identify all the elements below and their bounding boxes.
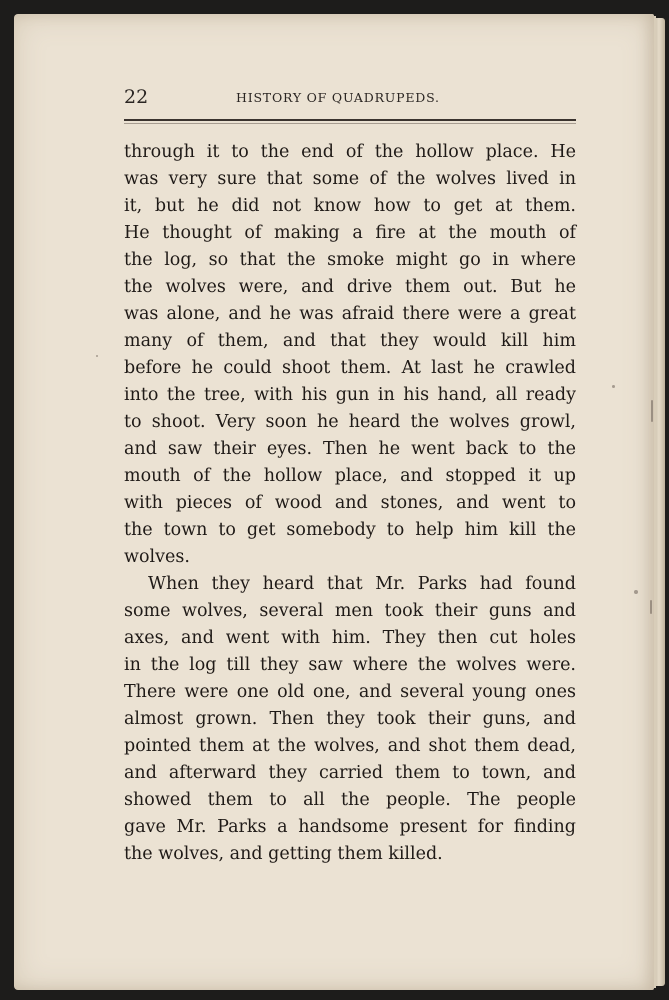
text-line: There were one old one, and several young ones <box>124 682 576 702</box>
body-text <box>124 139 576 868</box>
page-header <box>124 84 576 110</box>
paper-speck <box>634 590 638 594</box>
text-line: gave Mr. Parks a handsome present for finding <box>124 817 576 837</box>
text-line: wolves. <box>124 547 190 567</box>
page-number: 22 <box>124 86 149 108</box>
text-line: before he could shoot them. At last he crawled <box>124 358 576 378</box>
running-title: HISTORY OF QUADRUPEDS. <box>236 90 440 105</box>
text-line: He thought of making a fire at the mouth of <box>124 223 576 243</box>
header-rule-thin <box>124 123 576 124</box>
text-line: through it to the end of the hollow place. He <box>124 142 576 162</box>
text-line: the town to get somebody to help him kill the <box>124 520 576 540</box>
paragraph-1 <box>124 139 576 571</box>
text-line: the wolves were, and drive them out. But he <box>124 277 576 297</box>
text-line: showed them to all the people. The people <box>124 790 576 810</box>
text-line: the log, so that the smoke might go in where <box>124 250 576 270</box>
paragraph-2 <box>124 571 576 868</box>
text-line: some wolves, several men took their guns and <box>124 601 576 621</box>
paper-speck <box>612 385 615 388</box>
text-line: mouth of the hollow place, and stopped it up <box>124 466 576 486</box>
header-rule <box>124 119 576 121</box>
paper-speck <box>651 400 653 422</box>
text-line: it, but he did not know how to get at them. <box>124 196 576 216</box>
text-line: to shoot. Very soon he heard the wolves growl, <box>124 412 576 432</box>
text-line: almost grown. Then they took their guns, and <box>124 709 576 729</box>
text-line: in the log till they saw where the wolves were. <box>124 655 576 675</box>
text-line: was alone, and he was afraid there were a great <box>124 304 576 324</box>
text-line: with pieces of wood and stones, and went to <box>124 493 576 513</box>
text-line: the wolves, and getting them killed. <box>124 844 443 864</box>
text-line: When they heard that Mr. Parks had found <box>148 574 576 594</box>
text-line: was very sure that some of the wolves lived in <box>124 169 576 189</box>
text-line: and saw their eyes. Then he went back to the <box>124 439 576 459</box>
text-line: many of them, and that they would kill him <box>124 331 576 351</box>
page-edge <box>655 18 665 986</box>
paper-speck <box>96 355 98 357</box>
paper-speck <box>650 600 652 614</box>
text-line: into the tree, with his gun in his hand, all ready <box>124 385 576 405</box>
text-line: axes, and went with him. They then cut holes <box>124 628 576 648</box>
text-line: and afterward they carried them to town, and <box>124 763 576 783</box>
text-line: pointed them at the wolves, and shot them dead, <box>124 736 576 756</box>
